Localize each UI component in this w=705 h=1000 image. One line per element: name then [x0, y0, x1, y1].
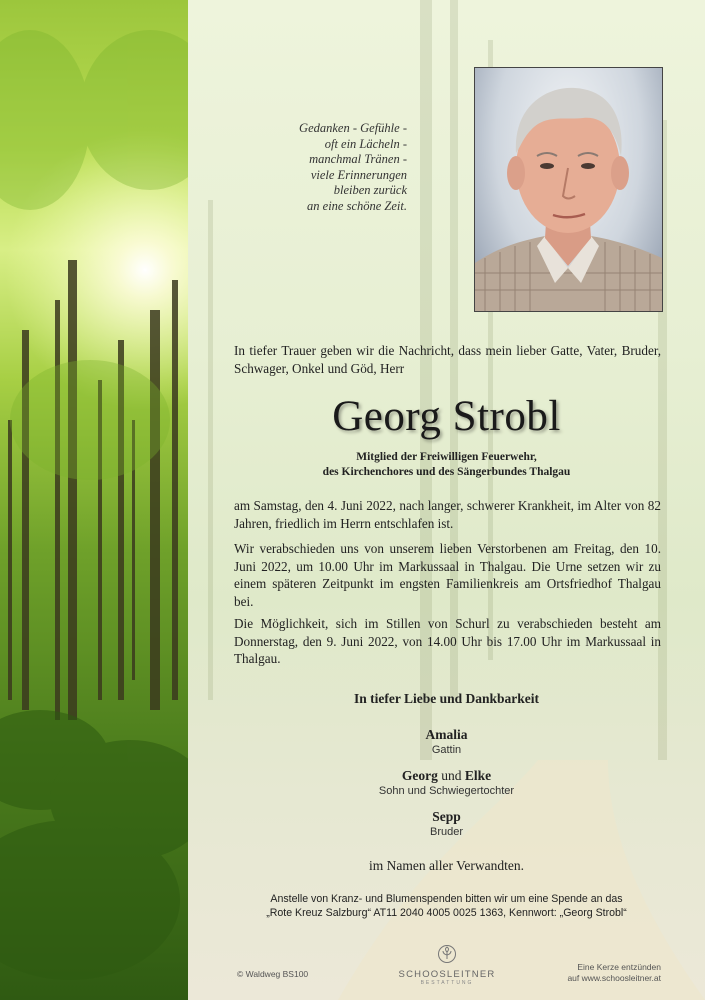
- quote-line: Gedanken - Gefühle -: [299, 121, 407, 135]
- family-member-relation: Gattin: [431, 744, 462, 756]
- candle-link[interactable]: [567, 962, 661, 984]
- logo-name: SCHOOSLEITNER: [398, 969, 496, 980]
- quote-line: bleiben zurück: [333, 183, 407, 197]
- donation-request: [188, 892, 705, 920]
- memorial-quote: [262, 121, 407, 214]
- candle-url[interactable]: auf www.schoosleitner.at: [567, 973, 661, 983]
- candle-line: Eine Kerze entzünden: [577, 962, 661, 972]
- membership-info: [188, 450, 705, 480]
- family-member-name: [188, 809, 705, 825]
- forest-image: [0, 0, 188, 1000]
- image-copyright: © Waldweg BS100: [237, 969, 309, 979]
- deceased-name: Georg Strobl: [332, 393, 561, 440]
- death-notice-paragraph: am Samstag, den 4. Juni 2022, nach langer, schwerer Krankheit, im Alter von 82 Jahren, friedlich im Herrn entschlafen ist.: [234, 498, 661, 531]
- family-member-name: [188, 768, 705, 784]
- donation-line: Anstelle von Kranz- und Blumenspenden bitten wir um eine Spende an das: [270, 893, 623, 905]
- family-member-relation: Bruder: [429, 826, 464, 838]
- flower-logo-icon: [437, 944, 457, 964]
- viewing-paragraph: Die Möglichkeit, sich im Stillen von Schurl zu verabschieden besteht am Donnerstag, den 9. Juni 2022, von 14.00 Uhr bis 17.00 Uhr im Markussaal in Thalgau.: [234, 616, 661, 666]
- family-name: Elke: [464, 768, 492, 783]
- family-name: Georg: [401, 768, 438, 783]
- closing-line: In tiefer Liebe und Dankbarkeit: [353, 691, 540, 706]
- quote-line: an eine schöne Zeit.: [307, 198, 407, 213]
- family-member-name: [188, 727, 705, 743]
- membership-line: Mitglied der Freiwilligen Feuerwehr,: [356, 451, 537, 463]
- quote-line: oft ein Lächeln -: [324, 136, 407, 151]
- membership-line: des Kirchenchores und des Sängerbundes Thalgau: [322, 466, 571, 478]
- farewell-paragraph: Wir verabschieden uns von unserem lieben Verstorbenen am Freitag, den 10. Juni 2022, um 10.00 Uhr im Markussaal in Thalgau. Die Urne setzen wir zu einem späteren Zeitpunkt im engsten Familienkreis am Ortsfriedhof Thalgau bei.: [234, 541, 661, 609]
- family-member-relation: Sohn und Schwiegertochter: [378, 785, 515, 797]
- portrait-photo: [474, 67, 663, 312]
- donation-line: „Rote Kreuz Salzburg“ AT11 2040 4005 0025 1363, Kennwort: „Georg Strobl“: [266, 907, 627, 919]
- funeral-home-logo[interactable]: [395, 944, 499, 986]
- intro-text: In tiefer Trauer geben wir die Nachricht, dass mein lieber Gatte, Vater, Bruder, Schwager, Onkel und Göd, Herr: [234, 343, 661, 376]
- quote-line: manchmal Tränen -: [309, 152, 407, 166]
- quote-line: viele Erinnerungen: [310, 167, 407, 182]
- family-name: Sepp: [432, 809, 461, 824]
- family-name: Amalia: [425, 727, 468, 742]
- family-conjunction: und: [441, 768, 462, 783]
- relatives-line: im Namen aller Verwandten.: [369, 858, 524, 873]
- logo-subtitle: BESTATTUNG: [420, 980, 474, 986]
